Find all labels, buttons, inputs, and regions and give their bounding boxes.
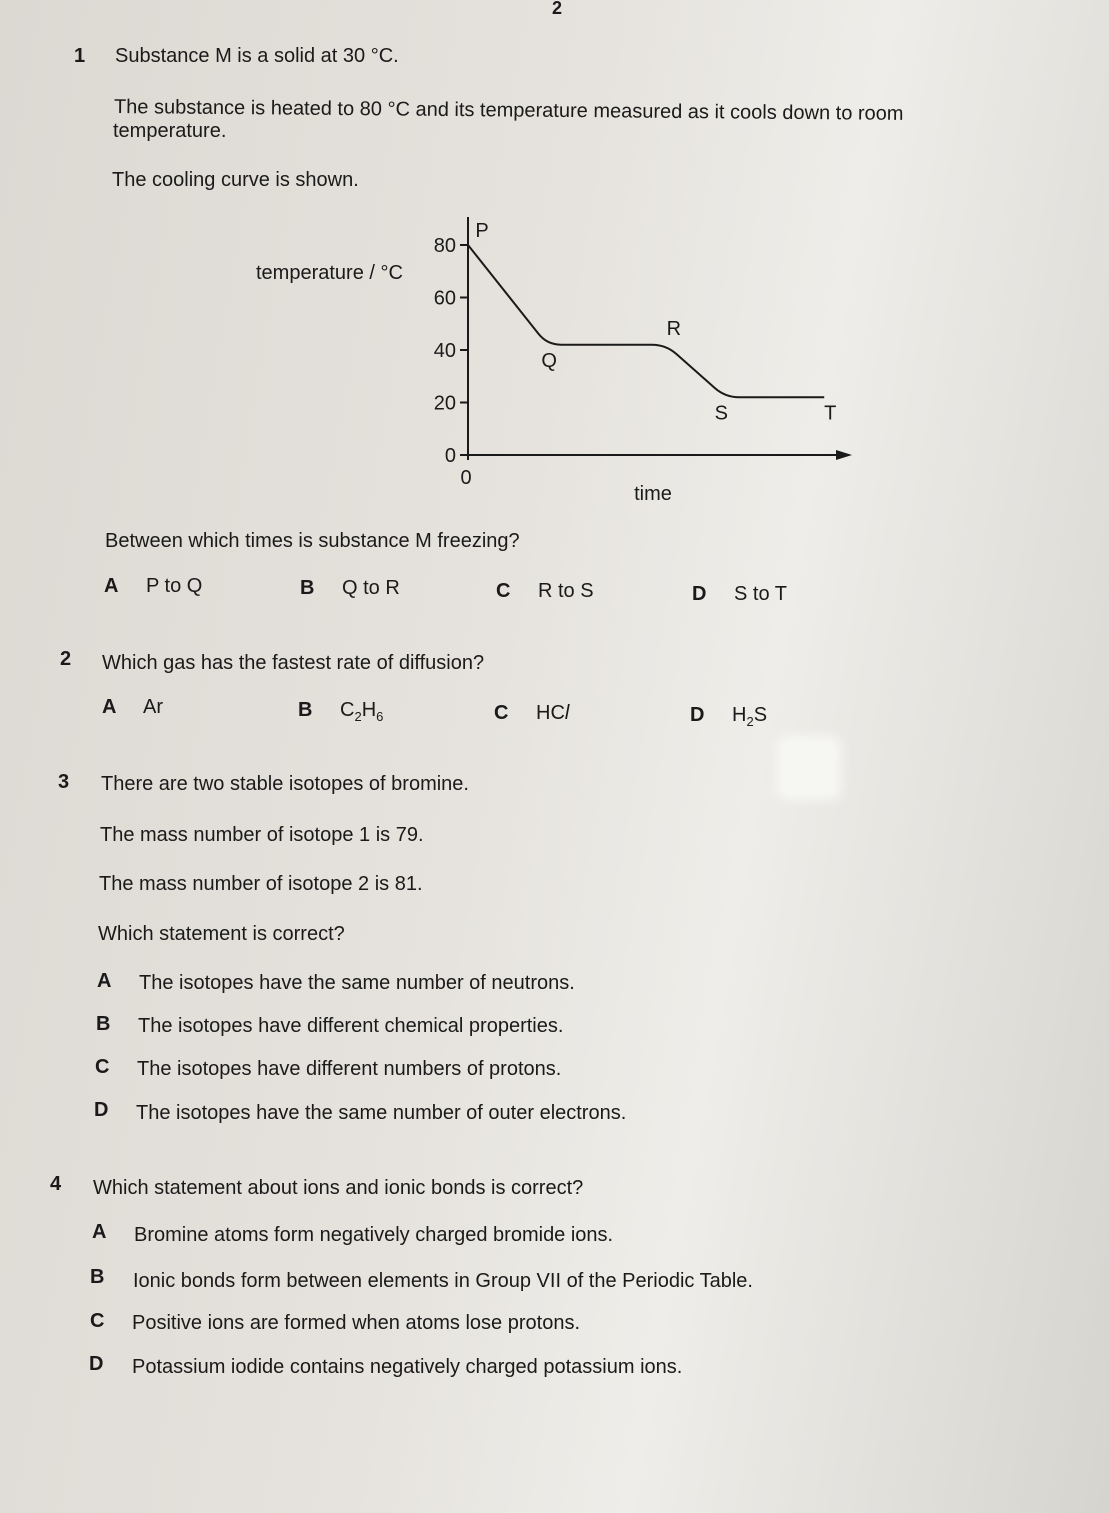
q2-option-d-letter: D xyxy=(690,704,705,726)
q2-option-d-text[interactable]: $H_2S$ xyxy=(732,704,768,729)
q4-number: 4 xyxy=(50,1173,62,1195)
y-tick-label-0: 0 xyxy=(444,445,456,467)
q2-option-a-letter: A xyxy=(102,696,117,718)
y-axis-label: temperature / °C xyxy=(256,262,403,284)
q2-option-c-letter: C xyxy=(494,702,509,724)
q3-option-c-text[interactable]: The isotopes have different numbers of protons. xyxy=(137,1058,562,1080)
q1-stem-2a: The substance is heated to 80 °C and its temperature measured as it cools down to room xyxy=(113,96,904,125)
q1-option-b-letter: B xyxy=(300,577,315,599)
y-tick-label-60: 60 xyxy=(433,287,456,310)
q1-option-d-text[interactable]: S to T xyxy=(734,583,787,605)
point-label-t: T xyxy=(824,402,837,425)
q1-stem-1: Substance M is a solid at 30 °C. xyxy=(115,45,399,67)
x-axis-arrowhead xyxy=(836,450,852,460)
q4-option-b-letter: B xyxy=(90,1266,105,1288)
page-number: 2 xyxy=(552,0,563,18)
q4-option-d-letter: D xyxy=(89,1353,104,1375)
q1-option-a-text[interactable]: P to Q xyxy=(146,575,203,597)
point-label-r: R xyxy=(666,317,682,340)
point-label-s: S xyxy=(714,402,728,425)
q1-stem-2b: temperature. xyxy=(113,120,227,142)
q3-option-a-letter: A xyxy=(97,970,112,992)
x-axis-label: time xyxy=(634,483,672,505)
q1-stem-3: The cooling curve is shown. xyxy=(112,169,359,191)
q2-number: 2 xyxy=(60,648,72,670)
q1-option-d-letter: D xyxy=(692,583,707,605)
q3-question: Which statement is correct? xyxy=(98,923,345,945)
y-tick-label-40: 40 xyxy=(433,340,456,362)
q3-option-c-letter: C xyxy=(95,1056,110,1078)
q2-option-b-letter: B xyxy=(298,699,313,721)
point-label-q: Q xyxy=(541,349,557,372)
point-label-p: P xyxy=(475,220,489,242)
q4-option-d-text[interactable]: Potassium iodide contains negatively charged potassium ions. xyxy=(132,1356,683,1378)
x-origin-label: 0 xyxy=(460,467,472,489)
y-tick-label-80: 80 xyxy=(433,235,456,257)
q3-option-b-letter: B xyxy=(96,1013,111,1035)
q3-option-d-letter: D xyxy=(94,1099,109,1121)
q4-question: Which statement about ions and ionic bonds is correct? xyxy=(93,1177,584,1199)
q1-option-c-text[interactable]: R to S xyxy=(538,580,594,602)
q3-option-b-text[interactable]: The isotopes have different chemical properties. xyxy=(138,1015,564,1037)
q1-number: 1 xyxy=(74,45,86,67)
q1-option-a-letter: A xyxy=(104,575,119,597)
q1-option-c-letter: C xyxy=(496,580,511,602)
y-tick-label-20: 20 xyxy=(433,392,456,415)
q4-option-a-letter: A xyxy=(92,1221,107,1243)
q2-option-b-text[interactable]: $C_2H_6$ xyxy=(340,699,384,724)
q2-question: Which gas has the fastest rate of diffusion? xyxy=(102,652,485,674)
q3-stem-3: The mass number of isotope 2 is 81. xyxy=(99,873,423,895)
q2-option-a-text[interactable]: Ar xyxy=(143,696,163,718)
y-ticks xyxy=(434,235,468,467)
q1-question: Between which times is substance M freezing? xyxy=(105,530,520,552)
q4-option-b-text[interactable]: Ionic bonds form between elements in Group VII of the Periodic Table. xyxy=(133,1270,753,1292)
q3-number: 3 xyxy=(58,771,70,793)
q1-option-b-text[interactable]: Q to R xyxy=(342,577,400,599)
cooling-curve-line xyxy=(468,245,824,397)
q3-stem-2: The mass number of isotope 1 is 79. xyxy=(100,824,424,846)
q4-option-c-letter: C xyxy=(90,1310,105,1332)
q3-stem-1: There are two stable isotopes of bromine. xyxy=(101,773,469,795)
q3-option-d-text[interactable]: The isotopes have the same number of outer electrons. xyxy=(136,1102,627,1124)
q4-option-c-text[interactable]: Positive ions are formed when atoms lose protons. xyxy=(132,1312,580,1334)
q2-option-c-text[interactable]: HCl xyxy=(536,702,570,724)
cooling-curve-chart xyxy=(0,0,1109,520)
light-glare xyxy=(783,742,835,794)
q4-option-a-text[interactable]: Bromine atoms form negatively charged bromide ions. xyxy=(134,1224,614,1246)
q3-option-a-text[interactable]: The isotopes have the same number of neutrons. xyxy=(139,972,575,994)
